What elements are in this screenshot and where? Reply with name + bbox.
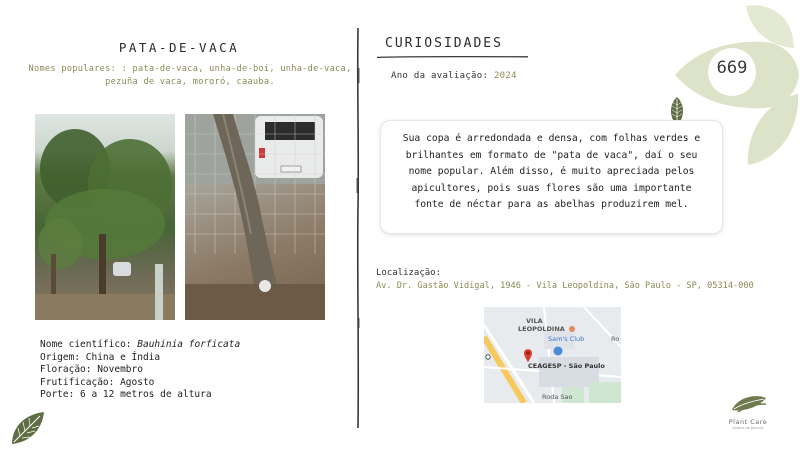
plant-care-logo	[718, 392, 778, 434]
plant-care-leaf-icon	[728, 392, 768, 414]
year-value: 2024	[493, 71, 517, 81]
plant-facts	[40, 339, 240, 402]
title-underline	[375, 55, 530, 59]
scientific-name-label: Nome científico:	[40, 339, 132, 350]
curiosity-card	[380, 120, 723, 234]
map-poi-sams-club: Sam's Club	[548, 335, 585, 343]
popular-names: Nomes populares: : pata-de-vaca, unha-de-boi, unha-de-vaca, pezuña de vaca, mororó, caauba.	[28, 64, 352, 87]
map-district-label-1: VILA	[526, 317, 543, 325]
size: Porte: 6 a 12 metros de altura	[40, 389, 212, 401]
brand-tagline: jardins de pintura	[732, 426, 764, 430]
year-label: Ano da avaliação:	[391, 71, 489, 81]
flowering: Floração: Novembro	[40, 364, 143, 376]
origin: Origem: China e Índia	[40, 351, 161, 363]
scientific-name-row	[40, 339, 240, 352]
curiosities-title: CURIOSIDADES	[385, 36, 503, 51]
plant-number: 669	[716, 58, 748, 78]
brand-name: Plant Care	[728, 418, 768, 426]
location-label: Localização:	[376, 268, 442, 278]
leaf-decoration-bottom-left-icon	[8, 408, 48, 448]
plant-name: PATA-DE-VACA	[118, 40, 240, 55]
tree-photo-full	[35, 114, 175, 320]
map-edge-label: Ro	[611, 335, 620, 343]
tree-trunk-photo	[185, 114, 325, 320]
curiosity-text: Sua copa é arredondada e densa, com folhas verdes e brilhantes em formato de "pata de vaca", daí o seu nome popular. Além disso, é muito apreciada pelos apicultores, pois suas flores são uma importante fonte de néctar para as abelhas produzirem mel.	[402, 133, 701, 210]
location-map[interactable]	[484, 307, 621, 403]
map-poi-ceagesp: CEAGESP - São Paulo	[528, 362, 605, 370]
location-address[interactable]: Av. Dr. Gastão Vidigal, 1946 - Vila Leopoldina, São Paulo - SP, 05314-000	[376, 281, 754, 291]
map-district-label-2: LEOPOLDINA	[518, 325, 565, 333]
fruiting: Frutificação: Agosto	[40, 376, 155, 388]
map-road-label: Roda Sao	[542, 393, 573, 401]
vertical-divider	[353, 28, 363, 428]
scientific-name-value: Bauhinia forficata	[137, 339, 241, 350]
evaluation-year	[391, 71, 517, 81]
